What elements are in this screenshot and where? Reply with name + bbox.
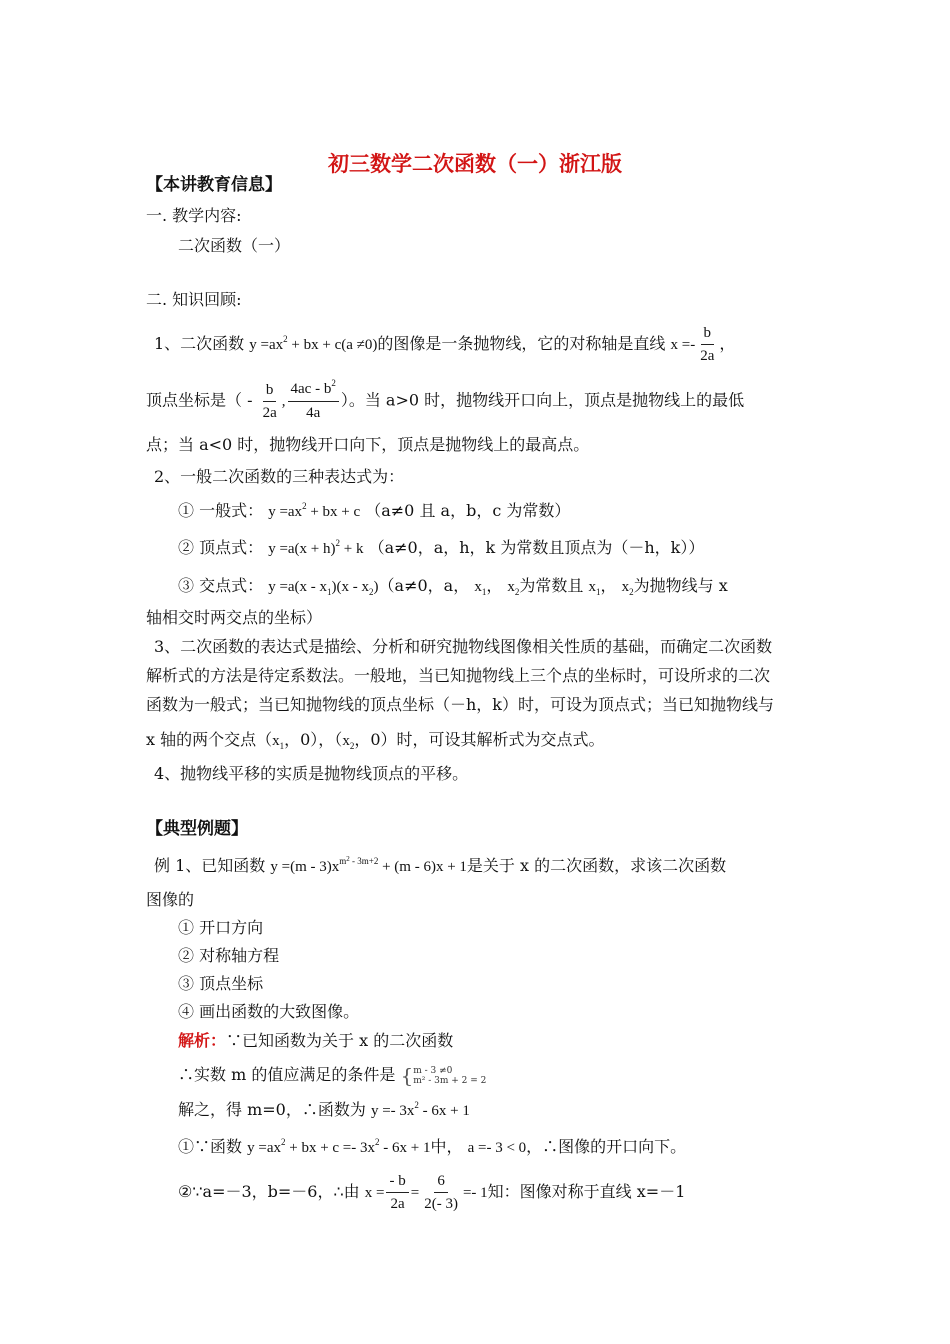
section-1-body: 二次函数（一）	[178, 236, 291, 255]
solution-line2: ∴实数 m 的值应满足的条件是 {m - 3 ≠0 m² - 3m + 2 = 2	[178, 1063, 487, 1088]
paragraph-method-line2: 解析式的方法是待定系数法。一般地，当已知抛物线上三个点的坐标时，可设所求的二次	[146, 666, 771, 685]
example-1-line2: 图像的	[146, 890, 195, 909]
paragraph-method-line4: x 轴的两个交点（$x_1$，0），（$x_2$，0）时，可设其解析式为交点式。	[146, 730, 605, 751]
form-vertex: ② 顶点式： $y =a(x + h)^2 + k$ （a≠0，a，h，k 为常数且顶点为（－h，k））	[178, 538, 705, 557]
solution-line5: ②∵a=－3，b=－6，∴由 x = $\frac{- b}{2a}$ = $\frac{6}{2(- 3)}$ =- 1知：图像对称于直线 x=－1	[178, 1170, 685, 1215]
section-2-heading: 二. 知识回顾:	[146, 290, 242, 309]
section-heading-info: 【本讲教育信息】	[146, 175, 282, 195]
equation-system: m - 3 ≠0 m² - 3m + 2 = 2	[413, 1065, 487, 1086]
solution-line3: 解之，得 m=0，∴函数为 $y =- 3x^2 - 6x + 1$	[178, 1100, 470, 1119]
paragraph-vertex: 顶点坐标是（ - $\frac{b}{2a}$ , $\frac{4ac - b^2}{4a}$ ）。当 a>0 时，抛物线开口向上，顶点是抛物线上的最低	[146, 378, 745, 421]
example-1-line1: 例 1、已知函数 $y =(m - 3)x^{m^2 - 3m+2} + (m - 6)x + 1$是关于 x 的二次函数，求该二次函数	[154, 855, 727, 875]
list-item: ② 对称轴方程	[178, 946, 280, 965]
section-heading-examples: 【典型例题】	[146, 819, 248, 839]
paragraph-forms-intro: 2、一般二次函数的三种表达式为：	[154, 467, 405, 486]
list-item: ③ 顶点坐标	[178, 974, 264, 993]
form-general: ① 一般式： $y =ax^2$ + bx + c （a≠0 且 a，b，c 为常数）	[178, 501, 571, 520]
page-title: 初三数学二次函数（一）浙江版	[328, 151, 622, 176]
list-item: ④ 画出函数的大致图像。	[178, 1002, 360, 1021]
solution-line1: 解析：∵已知函数为关于 x 的二次函数	[178, 1031, 454, 1050]
paragraph-method-line3: 函数为一般式；当已知抛物线的顶点坐标（－h，k）时，可设为顶点式；当已知抛物线与	[146, 695, 775, 714]
fraction-axis: $\frac{b}{2a}$	[697, 322, 717, 367]
solution-label: 解析：	[178, 1031, 227, 1050]
list-item: ① 开口方向	[178, 918, 264, 937]
paragraph-vertex-line2: 点；当 a<0 时，抛物线开口向下，顶点是抛物线上的最高点。	[146, 435, 590, 454]
section-1-heading: 一. 教学内容:	[146, 206, 242, 225]
solution-line4: ①∵函数 $y =ax^2$ + bx + $c =- 3x^2 - 6x + 1$中， a =- 3 < 0，∴图像的开口向下。	[178, 1137, 687, 1156]
paragraph-method-line1: 3、二次函数的表达式是描绘、分析和研究抛物线图像相关性质的基础，而确定二次函数	[154, 637, 773, 656]
form-intercept-line2: 轴相交时两交点的坐标）	[146, 608, 323, 627]
form-intercept: ③ 交点式： $y =a(x - x_1)(x - x_2)(a\ne 0$，a， $x_1$， $x_2$为常数且 $x_1$， $x_2$为抛物线与 x	[178, 576, 728, 597]
paragraph-translation: 4、抛物线平移的实质是抛物线顶点的平移。	[154, 764, 469, 783]
paragraph-definition: 1、二次函数 $y =ax^2$ + bx + c(a ≠0)的图像是一条抛物线，它的对称轴是直线 x =- $\frac{b}{2a}$ ，	[154, 322, 735, 368]
